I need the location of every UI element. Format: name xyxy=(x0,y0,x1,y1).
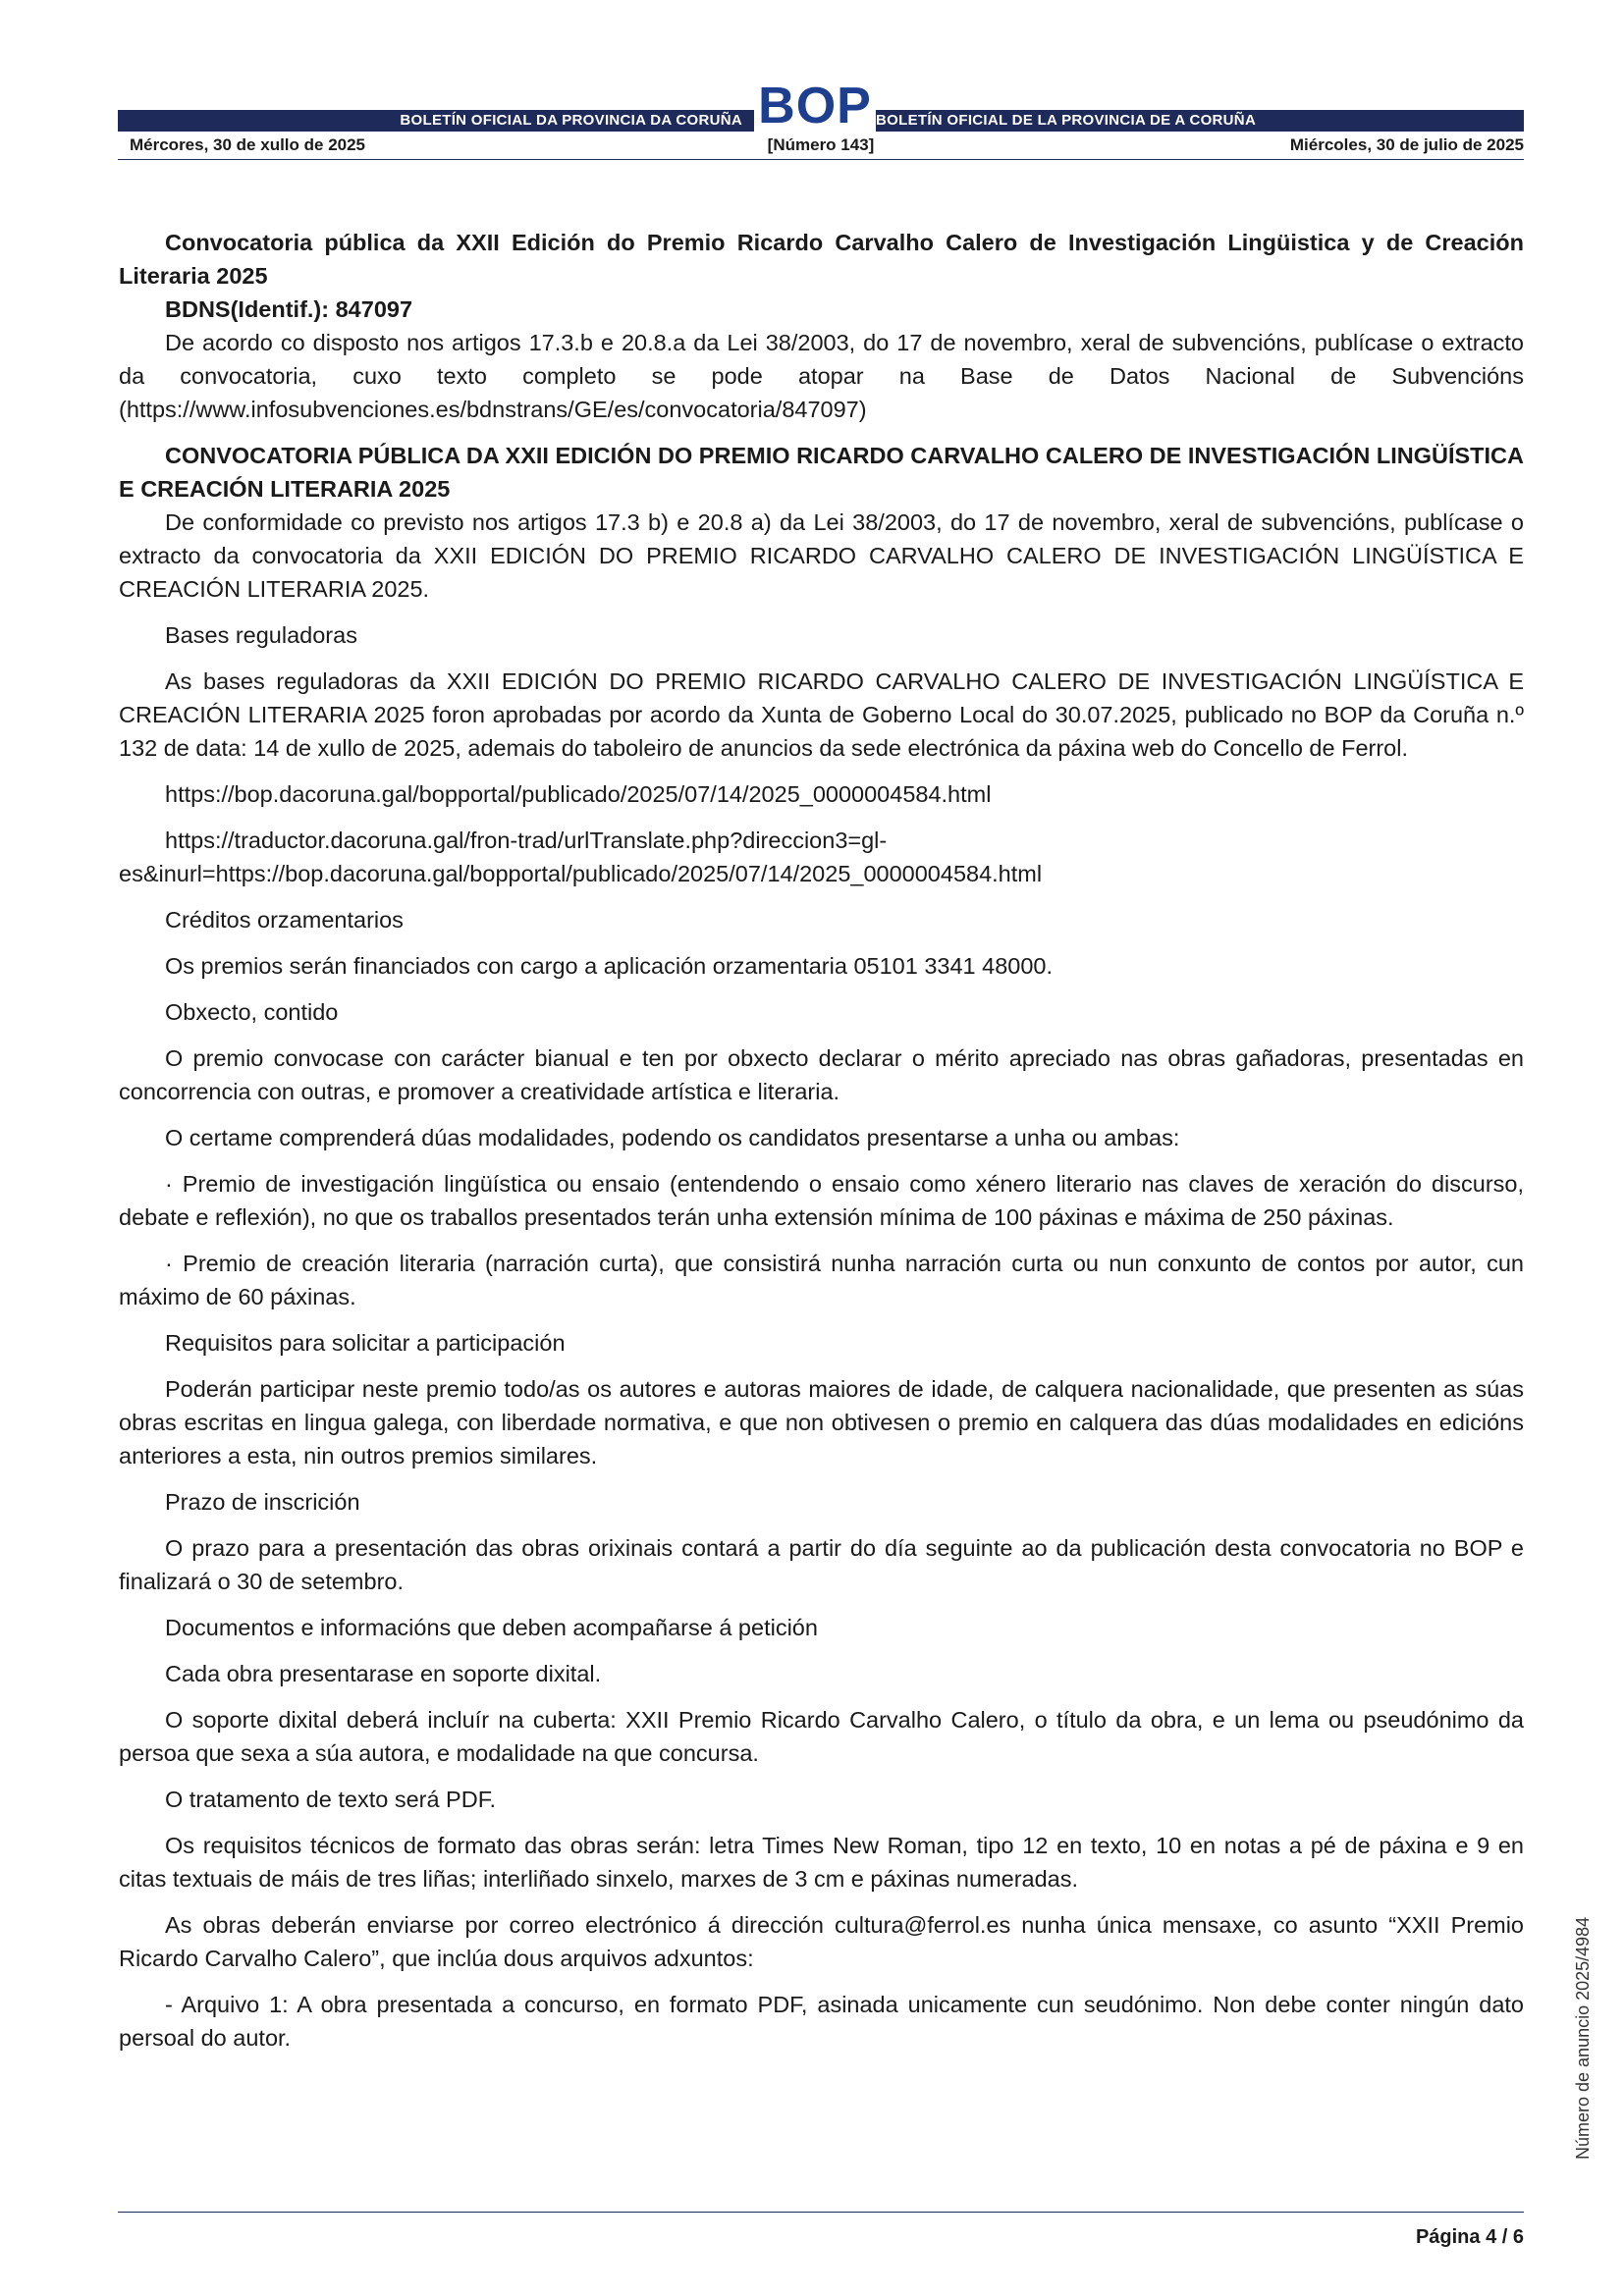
paragraph: De conformidade co previsto nos artigos 17.3 b) e 20.8 a) da Lei 38/2003, do 17 de novembro, xeral de subvencións, publícase o extracto da convocatoria da XXII EDICIÓN DO PREMIO RICARDO CARVALHO CALERO DE INVESTIGACIÓN LINGÜÍSTICA E CREACIÓN LITERARIA 2025. xyxy=(119,509,1524,602)
paragraph: Cada obra presentarase en soporte dixital. xyxy=(165,1661,602,1686)
list-item: · Premio de creación literaria (narración curta), que consistirá nunha narración curta ou nun conxunto de contos por autor, cun máximo de 60 páxinas. xyxy=(119,1251,1524,1309)
section-heading: Requisitos para solicitar a participación xyxy=(165,1330,566,1356)
document-body xyxy=(119,226,1524,2067)
bdns-identifier: BDNS(Identif.): 847097 xyxy=(165,296,413,322)
bop-logo: BOP xyxy=(754,80,876,132)
date-spanish: Miércoles, 30 de julio de 2025 xyxy=(1289,135,1524,154)
page-header xyxy=(118,78,1524,160)
banner-title-gl: BOLETÍN OFICIAL DA PROVINCIA DA CORUÑA xyxy=(400,112,742,129)
section-title: CONVOCATORIA PÚBLICA DA XXII EDICIÓN DO PREMIO RICARDO CARVALHO CALERO DE INVESTIGACIÓN LINGÜÍSTICA E CREACIÓN LITERARIA 2025 xyxy=(119,443,1524,502)
announcement-number-text: Número de anuncio 2025/4984 xyxy=(1573,1916,1593,2160)
section-heading: Prazo de inscrición xyxy=(165,1489,360,1515)
issue-number: [Número 143] xyxy=(767,135,875,154)
paragraph: Os requisitos técnicos de formato das obras serán: letra Times New Roman, tipo 12 en texto, 10 en notas a pé de páxina e 9 en citas textuais de máis de tres liñas; interliñado sinxelo, marxes de 3 cm e páxinas numeradas. xyxy=(119,1833,1524,1892)
dateline xyxy=(118,132,1524,159)
list-item: - Arquivo 1: A obra presentada a concurso, en formato PDF, asinada unicamente cun seudónimo. Non debe conter ningún dato persoal do autor. xyxy=(119,1992,1524,2051)
paragraph: O tratamento de texto será PDF. xyxy=(165,1787,496,1812)
paragraph: Os premios serán financiados con cargo a aplicación orzamentaria 05101 3341 48000. xyxy=(165,953,1054,979)
banner-title-es: BOLETÍN OFICIAL DE LA PROVINCIA DE A CORUÑA xyxy=(876,112,1257,129)
section-heading: Bases reguladoras xyxy=(165,622,357,648)
link-text: https://bop.dacoruna.gal/bopportal/publicado/2025/07/14/2025_0000004584.html xyxy=(165,781,992,807)
footer-rule xyxy=(118,2212,1524,2213)
link-text: https://traductor.dacoruna.gal/fron-trad/urlTranslate.php?direccion3=gl-es&inurl=https://bop.dacoruna.gal/bopportal/publicado/2025/07/14/2025_0000004584.html xyxy=(119,828,1043,886)
document-title: Convocatoria pública da XXII Edición do Premio Ricardo Carvalho Calero de Investigación Lingüistica y de Creación Literaria 2025 xyxy=(119,230,1524,289)
paragraph: As bases reguladoras da XXII EDICIÓN DO PREMIO RICARDO CARVALHO CALERO DE INVESTIGACIÓN LINGÜÍSTICA E CREACIÓN LITERARIA 2025 foron aprobadas por acordo da Xunta de Goberno Local do 30.07.2025, publicado no BOP da Coruña n.º 132 de data: 14 de xullo de 2025, ademais do taboleiro de anuncios da sede electrónica da páxina web do Concello de Ferrol. xyxy=(119,668,1524,761)
section-heading: Créditos orzamentarios xyxy=(165,907,404,933)
announcement-number xyxy=(1573,1885,1602,2160)
paragraph: O soporte dixital deberá incluír na cuberta: XXII Premio Ricardo Carvalho Calero, o título da obra, e un lema ou pseudónimo da persoa que sexa a súa autora, e modalidade na que concursa. xyxy=(119,1707,1524,1766)
header-banner xyxy=(118,78,1524,134)
header-rule xyxy=(118,159,1524,160)
paragraph: O certame comprenderá dúas modalidades, podendo os candidatos presentarse a unha ou ambas: xyxy=(165,1125,1180,1150)
paragraph: As obras deberán enviarse por correo electrónico á dirección cultura@ferrol.es nunha única mensaxe, co asunto “XXII Premio Ricardo Carvalho Calero”, que inclúa dous arquivos adxuntos: xyxy=(119,1912,1524,1971)
paragraph: O prazo para a presentación das obras orixinais contará a partir do día seguinte ao da publicación desta convocatoria no BOP e finalizará o 30 de setembro. xyxy=(119,1535,1524,1594)
page-number: Página 4 / 6 xyxy=(1415,2226,1524,2248)
section-heading: Obxecto, contido xyxy=(165,999,339,1025)
paragraph: De acordo co disposto nos artigos 17.3.b e 20.8.a da Lei 38/2003, do 17 de novembro, xeral de subvencións, publícase o extracto da convocatoria, cuxo texto completo se pode atopar na Base de Datos Nacional de Subvencións (https://www.infosubvenciones.es/bdnstrans/GE/es/convocatoria/847097) xyxy=(119,330,1524,422)
section-heading: Documentos e informacións que deben acompañarse á petición xyxy=(165,1615,818,1640)
date-galician: Mércores, 30 de xullo de 2025 xyxy=(130,135,366,154)
paragraph: Poderán participar neste premio todo/as os autores e autoras maiores de idade, de calquera nacionalidade, que presenten as súas obras escritas en lingua galega, con liberdade normativa, e que non obtivesen o premio en calquera das dúas modalidades en edicións anteriores a esta, nin outros premios similares. xyxy=(119,1376,1524,1468)
paragraph: O premio convocase con carácter bianual e ten por obxecto declarar o mérito apreciado nas obras gañadoras, presentadas en concorrencia con outras, e promover a creatividade artística e literaria. xyxy=(119,1045,1524,1104)
list-item: · Premio de investigación lingüística ou ensaio (entendendo o ensaio como xénero literario nas claves de xeración do discurso, debate e reflexión), no que os traballos presentados terán unha extensión mínima de 100 páxinas e máxima de 250 páxinas. xyxy=(119,1171,1524,1230)
